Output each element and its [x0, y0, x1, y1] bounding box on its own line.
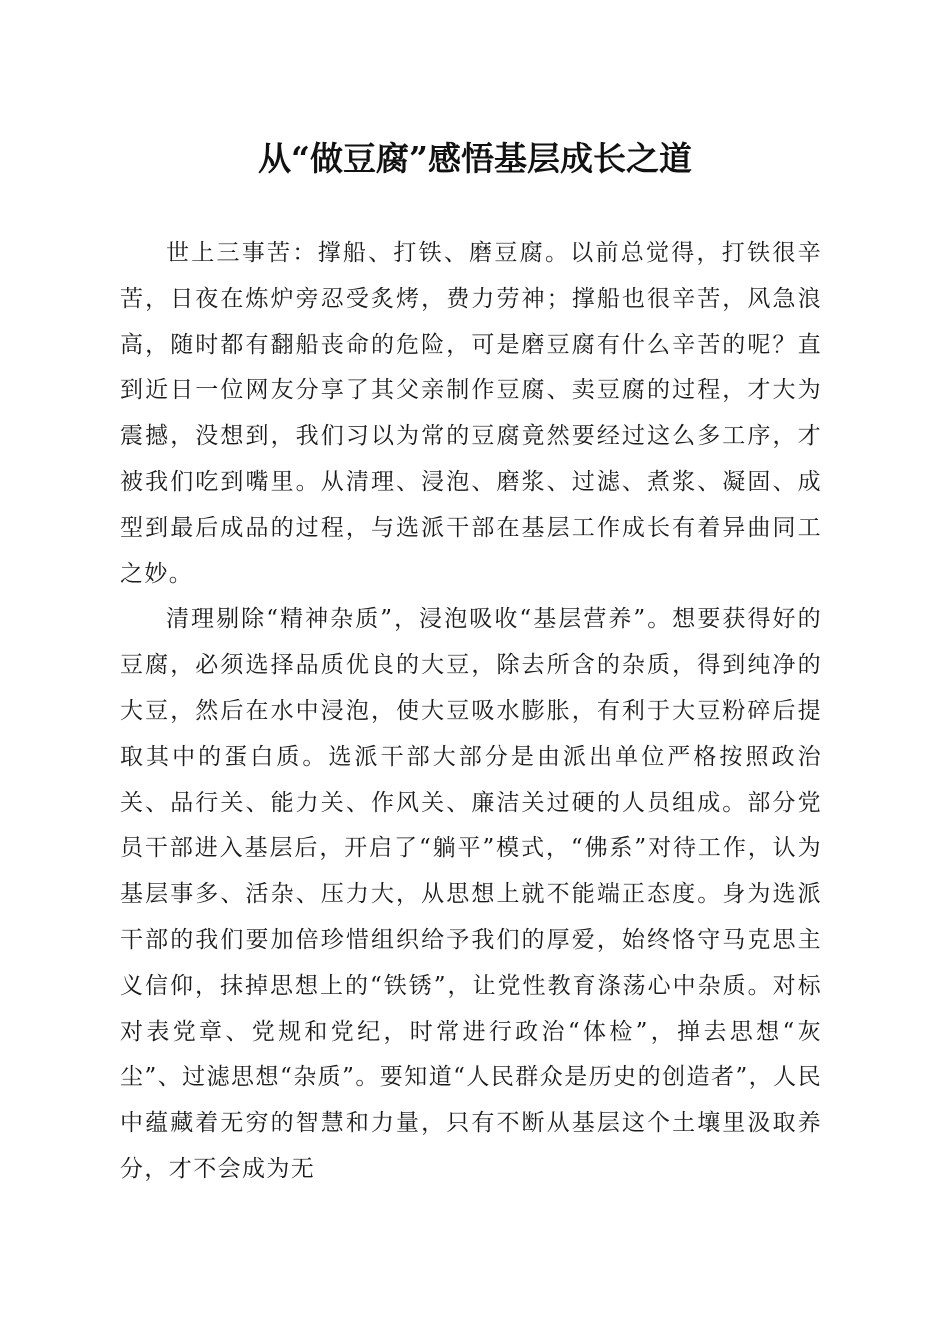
document-body	[120, 231, 822, 1193]
document-title: 从“做豆腐”感悟基层成长之道	[258, 139, 692, 178]
paragraph-cleaning-soaking: 清理剔除“精神杂质”，浸泡吸收“基层营养”。想要获得好的豆腐，必须选择品质优良的大豆，除去所含的杂质，得到纯净的大豆，然后在水中浸泡，使大豆吸水膨胀，有利于大豆粉碎后提取其中的蛋白质。选派干部大部分是由派出单位严格按照政治关、品行关、能力关、作风关、廉洁关过硬的人员组成。部分党员干部进入基层后，开启了“躺平”模式，“佛系”对待工作，认为基层事多、活杂、压力大，从思想上就不能端正态度。身为选派干部的我们要加倍珍惜组织给予我们的厚爱，始终恪守马克思主义信仰，抹掉思想上的“铁锈”，让党性教育涤荡心中杂质。对标对表党章、党规和党纪，时常进行政治“体检”，掸去思想“灰尘”、过滤思想“杂质”。要知道“人民群众是历史的创造者”，人民中蕴藏着无穷的智慧和力量，只有不断从基层这个土壤里汲取养分，才不会成为无	[120, 606, 822, 1182]
paragraph-intro: 世上三事苦：撑船、打铁、磨豆腐。以前总觉得，打铁很辛苦，日夜在炼炉旁忍受炙烤，费力劳神；撑船也很辛苦，风急浪高，随时都有翻船丧命的危险，可是磨豆腐有什么辛苦的呢？直到近日一位网友分享了其父亲制作豆腐、卖豆腐的过程，才大为震撼，没想到，我们习以为常的豆腐竟然要经过这么多工序，才被我们吃到嘴里。从清理、浸泡、磨浆、过滤、煮浆、凝固、成型到最后成品的过程，与选派干部在基层工作成长有着异曲同工之妙。	[120, 240, 822, 587]
